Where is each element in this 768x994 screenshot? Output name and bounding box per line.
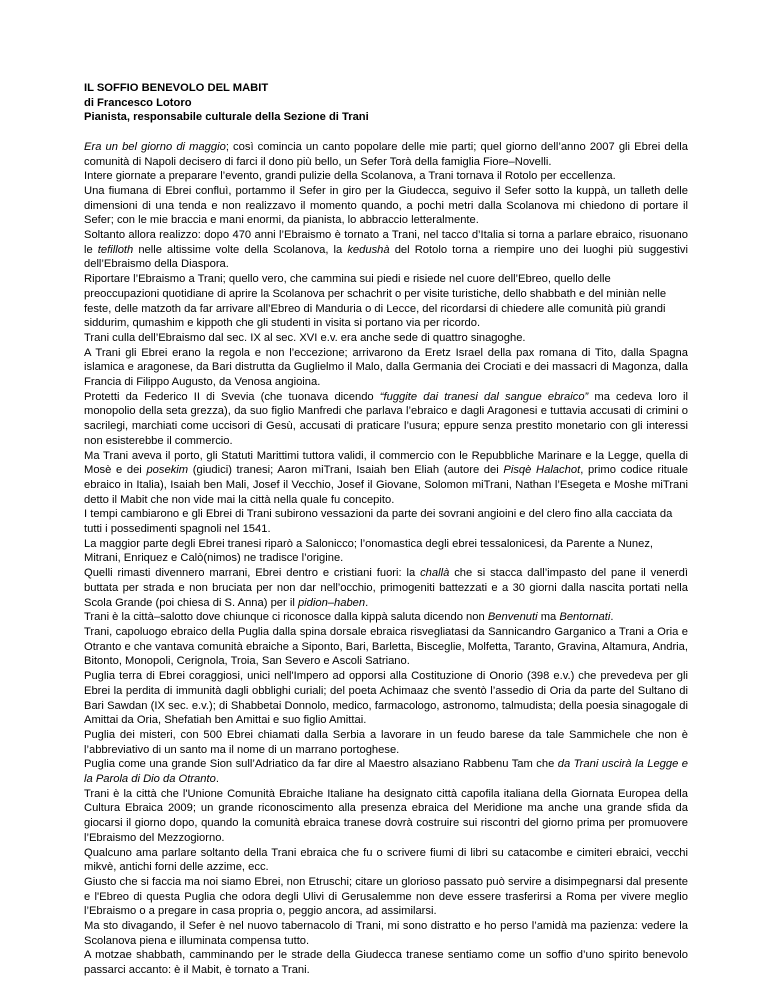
paragraph <box>84 272 688 331</box>
text-run: Puglia come una grande Sion sull’Adriatico da far dire al Maestro alsaziano Rabbenu Tam che <box>84 758 558 771</box>
paragraph <box>84 919 688 948</box>
italic-text: Bentornati <box>559 611 611 624</box>
text-run: Ma Trani aveva il porto, gli Statuti Marittimi tuttora validi, il commercio con le Repubbliche Marinare e la Legge, quella di Mosè e dei <box>84 449 688 477</box>
paragraph <box>84 787 688 846</box>
text-run: Protetti da Federico II di Svevia (che tuonava dicendo <box>84 390 380 403</box>
italic-text: posekim <box>146 464 189 477</box>
text-run: Ma sto divagando, il Sefer è nel nuovo tabernacolo di Trani, mi sono distratto e ho perso l’amidà ma pazienza: vedere la Scolanova piena e illuminata compensa tutto. <box>84 920 688 947</box>
paragraph <box>84 537 688 566</box>
paragraph <box>84 669 688 728</box>
italic-text: “fuggite dai tranesi dal sangue ebraico” <box>379 390 589 403</box>
header-spacer <box>84 125 688 140</box>
document-page <box>84 81 688 978</box>
text-run: . <box>215 773 219 786</box>
italic-text: Pisqè Halachot <box>503 464 581 477</box>
text-run: La maggior parte degli Ebrei tranesi riparò a Salonicco; l’onomastica degli ebrei tessalonicesi, da Parente a Nunez, Mitrani, Enriquez e Calò(nimos) ne tradisce l’origine. <box>84 537 654 565</box>
text-run: ma cedeva loro il monopolio della seta grezza), da suo figlio Manfredi che parlava l’ebraico e dagli Aragonesi e tuttavia accusati di crimini o sacrilegi, marchiati come uccisori di Gesù, accusati di praticare l’usura; eppure senza prestito monetario con gli interessi non esisterebbe il commercio. <box>84 390 688 447</box>
text-run: . <box>365 596 369 609</box>
italic-text: pidion–haben <box>297 596 366 609</box>
text-run: nelle altissime volte della Scolanova, la <box>133 243 348 256</box>
paragraph <box>84 846 688 875</box>
text-run: Trani culla dell’Ebraismo dal sec. IX al sec. XVI e.v. era anche sede di quattro sinagoghe. <box>84 331 526 344</box>
paragraph <box>84 228 688 272</box>
paragraph <box>84 507 688 536</box>
italic-text: Benvenuti <box>487 611 538 624</box>
text-run: , primo codice rituale ebraico in Italia), Isaiah ben Mali, Josef il Vecchio, Josef il Giovane, Solomon miTrani, Nathan l’Esegeta e Moshe miTrani detto il Mabit che non vide mai la città nella quale fu concepito. <box>84 464 689 506</box>
text-run: Puglia terra di Ebrei coraggiosi, unici nell'Impero ad opporsi alla Costituzione di Onorio (398 e.v.) che prevedeva per gli Ebrei la perdita di immunità dagli obblighi curiali; del poeta Achimaaz che sventò l’assedio di Oria da parte del Sultano di Bari Sawdan (IX sec. e.v.); di Shabbetai Donnolo, medico, farmacologo, astronomo, talmudista; della poesia sinagogale di Amittai da Oria, Shefatiah ben Amittai e suo figlio Amittai. <box>84 670 688 727</box>
text-run: ma <box>537 611 560 624</box>
article-body <box>84 140 688 978</box>
paragraph <box>84 625 688 669</box>
text-run: Una fiumana di Ebrei confluì, portammo il Sefer in giro per la Giudecca, seguivo il Sefer sotto la kuppà, un talleth delle dimensioni di una tenda e non realizzavo il momento quando, a pochi metri dalla Scolanova mi chiedono di portare il Sefer; con le mie braccia e mani enormi, da pianista, lo abbraccio letteralmente. <box>84 184 688 227</box>
text-run: che si stacca dall’impasto del pane il venerdì buttata per strada e non bruciata per non dar nell’occhio, primogeniti battezzati e a 30 giorni dalla nascita portati nella Scola Grande (poi chiesa di S. Anna) per il <box>84 567 688 609</box>
text-run: (giudici) tranesi; Aaron miTrani, Isaiah ben Eliah (autore dei <box>188 464 504 477</box>
text-run: A motzae shabbath, camminando per le strade della Giudecca tranese sentiamo come un soffio d’uno spirito benevolo passarci accanto: è il Mabit, è tornato a Trani. <box>84 949 688 977</box>
paragraph <box>84 757 688 786</box>
text-run: Trani, capoluogo ebraico della Puglia dalla spina dorsale ebraica risvegliatasi da Sannicandro Garganico a Trani a Oria e Otranto e che vantava comunità ebraiche a Siponto, Bari, Barletta, Bisceglie, Molfetta, Taranto, Gravina, Altamura, Andria, Bitonto, Monopoli, Cerignola, Troia, San Severo e Ascoli Satriano. <box>84 626 688 668</box>
text-run: del Rotolo torna a riempire uno dei luoghi più suggestivi dell’Ebraismo della Diaspora. <box>84 243 688 271</box>
text-run: I tempi cambiarono e gli Ebrei di Trani subirono vessazioni da parte dei sovrani angioini e del clero fino alla cacciata da tutti i possedimenti spagnoli nel 1541. <box>84 508 673 536</box>
paragraph <box>84 875 688 919</box>
paragraph <box>84 728 688 757</box>
paragraph <box>84 184 688 228</box>
paragraph <box>84 449 688 508</box>
text-run: Intere giornate a preparare l’evento, grandi pulizie della Scolanova, a Trani tornava il Rotolo per eccellenza. <box>84 170 616 183</box>
article-title: IL SOFFIO BENEVOLO DEL MABIT <box>84 82 269 94</box>
italic-text: Era un bel giorno di maggio <box>84 140 226 153</box>
article-author: di Francesco Lotoro <box>84 96 192 109</box>
italic-text: da Trani uscirà la Legge e la Parola di Dio da Otranto <box>84 758 688 786</box>
text-run: ; così comincia un canto popolare delle mie parti; quel giorno dell’anno 2007 gli Ebrei della comunità di Napoli decisero di farci il dono più bello, un Sefer Torà della famiglia Fiore–Novelli. <box>84 140 688 168</box>
text-run: Giusto che si faccia ma noi siamo Ebrei, non Etruschi; citare un glorioso passato può servire a disimpegnarsi dal presente e l'Ebreo di questa Puglia che odora degli Ulivi di Gerusalemme non deve essere trasferirsi a Roma per vivere meglio l’Ebraismo o a pregare in casa propria o, peggio ancora, ad assimilarsi. <box>84 875 688 918</box>
text-run: Quelli rimasti divennero marrani, Ebrei dentro e cristiani fuori: la <box>84 567 421 580</box>
text-run: Trani è la città che l'Unione Comunità Ebraiche Italiane ha designato città capofila italiana della Giornata Europea della Cultura Ebraica 2009; un grande riconoscimento alla presenza ebraica del Meridione ma anche una grande sfida da giocarsi il giorno dopo, quando la comunità ebraica tranese dovrà costruire sui riscontri del giorno prima per promuovere l’Ebraismo del Mezzogiorno. <box>84 787 688 844</box>
text-run: Qualcuno ama parlare soltanto della Trani ebraica che fu o scrivere fiumi di libri su catacombe e cimiteri ebraici, vecchi mikvè, antichi forni delle azzime, ecc. <box>84 846 688 874</box>
italic-text: kedushà <box>347 243 390 256</box>
paragraph <box>84 331 688 346</box>
text-run: . <box>610 611 614 624</box>
text-run: A Trani gli Ebrei erano la regola e non l’eccezione; arrivarono da Eretz Israel della pax romana di Tito, dalla Spagna islamica e aragonese, da Bari distrutta da Guglielmo il Malo, dalla Germania dei Crociati e dei massacri di Magonza, dalla Francia di Filippo Augusto, da Venosa angioina. <box>84 346 688 389</box>
paragraph <box>84 346 688 390</box>
text-run: Puglia dei misteri, con 500 Ebrei chiamati dalla Serbia a lavorare in un feudo barese da tale Sammichele che non è l’abbreviativo di un santo ma il nome di un marrano portoghese. <box>84 728 688 756</box>
paragraph <box>84 610 688 625</box>
author-role: Pianista, responsabile culturale della Sezione di Trani <box>84 111 369 124</box>
text-run: Trani è la città–salotto dove chiunque ci riconosce dalla kippà saluta dicendo non <box>84 611 488 624</box>
paragraph <box>84 390 688 449</box>
italic-text: challà <box>420 567 450 580</box>
paragraph <box>84 566 688 610</box>
text-run: Riportare l’Ebraismo a Trani; quello vero, che cammina sui piedi e risiede nel cuore dell’Ebreo, quello delle preoccupazioni quotidiane di aprire la Scolanova per schachrit o per visite turistiche, dello shabbath e del miniàn nelle feste, delle matzoth da far arrivare all’Ebreo di Manduria o di Lecce, del ricordarsi di chiedere alle comunità più grandi siddurim, qumashim e kippoth che gli studenti in visita si portano via per ricordo. <box>84 273 667 330</box>
paragraph <box>84 948 688 977</box>
text-run: Soltanto allora realizzo: dopo 470 anni l’Ebraismo è tornato a Trani, nel tacco d’Italia si torna a parlare ebraico, risuonano le <box>84 229 688 256</box>
italic-text: tefilloth <box>97 243 134 256</box>
paragraph <box>84 169 688 184</box>
paragraph <box>84 140 688 169</box>
